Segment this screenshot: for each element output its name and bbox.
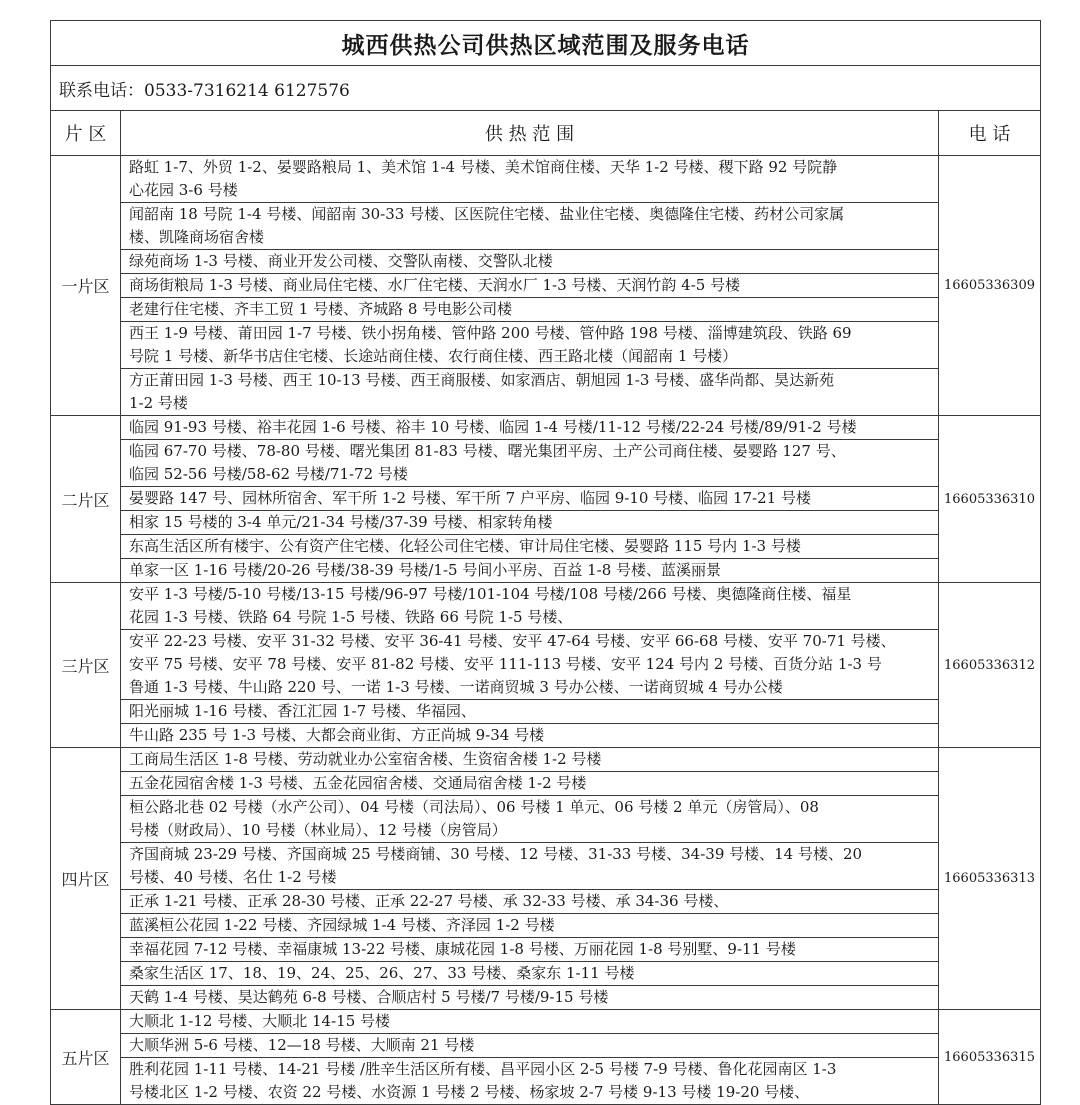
zone-name: 一片区 — [51, 156, 121, 416]
scope-item — [121, 534, 938, 558]
scope-item-line: 安平 1-3 号楼/5-10 号楼/13-15 号楼/96-97 号楼/101-104 号楼/108 号楼/266 号楼、奥德隆商住楼、福星 — [129, 585, 852, 603]
header-scope: 供 热 范 围 — [121, 111, 939, 156]
scope-item-line: 五金花园宿舍楼 1-3 号楼、五金花园宿舍楼、交通局宿舍楼 1-2 号楼 — [129, 774, 587, 792]
zone-name: 三片区 — [51, 583, 121, 748]
scope-item — [121, 937, 938, 961]
scope-item-line: 西王 1-9 号楼、莆田园 1-7 号楼、铁小拐角楼、管仲路 200 号楼、管仲路 198 号楼、淄博建筑段、铁路 69 — [129, 324, 852, 342]
scope-item-line: 安平 75 号楼、安平 78 号楼、安平 81-82 号楼、安平 111-113 号楼、安平 124 号内 2 号楼、百货分站 1-3 号 — [129, 655, 882, 673]
scope-item-line: 号楼北区 1-2 号楼、农资 22 号楼、水资源 1 号楼 2 号楼、杨家坡 2-7 号楼 9-13 号楼 19-20 号楼、 — [129, 1083, 810, 1101]
scope-item — [121, 249, 938, 273]
scope-item-line: 临园 67-70 号楼、78-80 号楼、曙光集团 81-83 号楼、曙光集团平房、土产公司商住楼、晏婴路 127 号、 — [129, 442, 846, 460]
scope-item — [121, 510, 938, 534]
scope-item-line: 号楼（财政局）、10 号楼（林业局）、12 号楼（房管局） — [129, 821, 507, 839]
scope-item-line: 花园 1-3 号楼、铁路 64 号院 1-5 号楼、铁路 66 号院 1-5 号楼、 — [129, 608, 573, 626]
scope-item-line: 齐国商城 23-29 号楼、齐国商城 25 号楼商铺、30 号楼、12 号楼、31-33 号楼、34-39 号楼、14 号楼、20 — [129, 845, 863, 863]
scope-item-line: 桑家生活区 17、18、19、24、25、26、27、33 号楼、桑家东 1-11 号楼 — [129, 964, 635, 982]
zone-row — [51, 416, 1041, 583]
scope-item — [121, 1057, 938, 1104]
scope-item-line: 号院 1 号楼、新华书店住宅楼、长途站商住楼、农行商住楼、西王路北楼（闻韶南 1 号楼） — [129, 347, 738, 365]
scope-item — [121, 202, 938, 249]
header-phone: 电 话 — [939, 111, 1041, 156]
zone-phone: 16605336315 — [939, 1010, 1041, 1105]
scope-item — [121, 748, 938, 771]
scope-item — [121, 1033, 938, 1057]
scope-item-line: 楼、凯隆商场宿舍楼 — [129, 228, 265, 246]
document-title: 城西供热公司供热区域范围及服务电话 — [51, 21, 1041, 66]
scope-item-line: 老建行住宅楼、齐丰工贸 1 号楼、齐城路 8 号电影公司楼 — [129, 300, 513, 318]
scope-item — [121, 961, 938, 985]
scope-item — [121, 913, 938, 937]
scope-item — [121, 723, 938, 747]
zone-scope-cell — [121, 156, 939, 416]
scope-item — [121, 1010, 938, 1033]
zone-rows — [51, 156, 1041, 1105]
heating-service-table — [50, 20, 1041, 1105]
scope-item-line: 单家一区 1-16 号楼/20-26 号楼/38-39 号楼/1-5 号间小平房、百益 1-8 号楼、蓝溪丽景 — [129, 561, 722, 579]
scope-item — [121, 558, 938, 582]
zone-row — [51, 156, 1041, 416]
zone-name: 二片区 — [51, 416, 121, 583]
scope-item — [121, 889, 938, 913]
zone-row — [51, 1010, 1041, 1105]
zone-row — [51, 583, 1041, 748]
scope-item-line: 商场街粮局 1-3 号楼、商业局住宅楼、水厂住宅楼、天润水厂 1-3 号楼、天润竹韵 4-5 号楼 — [129, 276, 741, 294]
scope-item-line: 路虹 1-7、外贸 1-2、晏婴路粮局 1、美术馆 1-4 号楼、美术馆商住楼、天华 1-2 号楼、稷下路 92 号院静 — [129, 158, 838, 176]
zone-phone: 16605336313 — [939, 748, 1041, 1010]
zone-scope-cell — [121, 1010, 939, 1105]
scope-item-line: 号楼、40 号楼、名仕 1-2 号楼 — [129, 868, 337, 886]
zone-phone: 16605336309 — [939, 156, 1041, 416]
scope-item-line: 幸福花园 7-12 号楼、幸福康城 13-22 号楼、康城花园 1-8 号楼、万丽花园 1-8 号别墅、9-11 号楼 — [129, 940, 796, 958]
scope-item-line: 安平 22-23 号楼、安平 31-32 号楼、安平 36-41 号楼、安平 47-64 号楼、安平 66-68 号楼、安平 70-71 号楼、 — [129, 632, 896, 650]
scope-item-line: 鲁通 1-3 号楼、牛山路 220 号、一诺 1-3 号楼、一诺商贸城 3 号办公楼、一诺商贸城 4 号办公楼 — [129, 678, 783, 696]
scope-item — [121, 156, 938, 202]
scope-item — [121, 273, 938, 297]
scope-item-line: 绿苑商场 1-3 号楼、商业开发公司楼、交警队南楼、交警队北楼 — [129, 252, 553, 270]
scope-item-line: 大顺北 1-12 号楼、大顺北 14-15 号楼 — [129, 1012, 391, 1030]
scope-item-line: 晏婴路 147 号、园林所宿舍、军干所 1-2 号楼、军干所 7 户平房、临园 9-10 号楼、临园 17-21 号楼 — [129, 489, 811, 507]
scope-item-line: 正承 1-21 号楼、正承 28-30 号楼、正承 22-27 号楼、承 32-33 号楼、承 34-36 号楼、 — [129, 892, 729, 910]
zone-name: 四片区 — [51, 748, 121, 1010]
scope-item — [121, 795, 938, 842]
scope-item-line: 临园 52-56 号楼/58-62 号楼/71-72 号楼 — [129, 465, 408, 483]
zone-phone: 16605336310 — [939, 416, 1041, 583]
scope-item-line: 胜利花园 1-11 号楼、14-21 号楼 /胜辛生活区所有楼、昌平园小区 2-5 号楼 7-9 号楼、鲁化花园南区 1-3 — [129, 1060, 837, 1078]
scope-item — [121, 297, 938, 321]
scope-item — [121, 583, 938, 629]
scope-item-line: 桓公路北巷 02 号楼（水产公司）、04 号楼（司法局）、06 号楼 1 单元、06 号楼 2 单元（房管局）、08 — [129, 798, 819, 816]
scope-item-line: 临园 91-93 号楼、裕丰花园 1-6 号楼、裕丰 10 号楼、临园 1-4 号楼/11-12 号楼/22-24 号楼/89/91-2 号楼 — [129, 418, 857, 436]
scope-item — [121, 416, 938, 439]
scope-item-line: 心花园 3-6 号楼 — [129, 181, 238, 199]
scope-item-line: 天鹤 1-4 号楼、昊达鹤苑 6-8 号楼、合顺店村 5 号楼/7 号楼/9-15 号楼 — [129, 988, 609, 1006]
zone-scope-cell — [121, 416, 939, 583]
scope-item-line: 牛山路 235 号 1-3 号楼、大都会商业街、方正尚城 9-34 号楼 — [129, 726, 545, 744]
zone-scope-cell — [121, 748, 939, 1010]
scope-item-line: 大顺华洲 5-6 号楼、12—18 号楼、大顺南 21 号楼 — [129, 1036, 475, 1054]
scope-item-line: 1-2 号楼 — [129, 394, 188, 412]
contact-phone-line: 联系电话：0533-7316214 6127576 — [51, 66, 1041, 111]
zone-phone: 16605336312 — [939, 583, 1041, 748]
scope-item-line: 东高生活区所有楼宇、公有资产住宅楼、化轻公司住宅楼、审计局住宅楼、晏婴路 115 号内 1-3 号楼 — [129, 537, 801, 555]
scope-item-line: 方正莆田园 1-3 号楼、西王 10-13 号楼、西王商服楼、如家酒店、朝旭园 1-3 号楼、盛华尚都、昊达新苑 — [129, 371, 835, 389]
scope-item — [121, 439, 938, 486]
scope-item-line: 蓝溪桓公花园 1-22 号楼、齐园绿城 1-4 号楼、齐泽园 1-2 号楼 — [129, 916, 555, 934]
zone-row — [51, 748, 1041, 1010]
scope-item — [121, 368, 938, 415]
scope-item-line: 阳光丽城 1-16 号楼、香江汇园 1-7 号楼、华福园、 — [129, 702, 476, 720]
scope-item — [121, 321, 938, 368]
scope-item — [121, 486, 938, 510]
scope-item-line: 闻韶南 18 号院 1-4 号楼、闻韶南 30-33 号楼、区医院住宅楼、盐业住宅楼、奥德隆住宅楼、药材公司家属 — [129, 205, 845, 223]
scope-item — [121, 985, 938, 1009]
zone-scope-cell — [121, 583, 939, 748]
scope-item — [121, 771, 938, 795]
scope-item — [121, 629, 938, 699]
scope-item-line: 相家 15 号楼的 3-4 单元/21-34 号楼/37-39 号楼、相家转角楼 — [129, 513, 553, 531]
scope-item-line: 工商局生活区 1-8 号楼、劳动就业办公室宿舍楼、生资宿舍楼 1-2 号楼 — [129, 750, 602, 768]
header-zone: 片 区 — [51, 111, 121, 156]
scope-item — [121, 842, 938, 889]
zone-name: 五片区 — [51, 1010, 121, 1105]
scope-item — [121, 699, 938, 723]
